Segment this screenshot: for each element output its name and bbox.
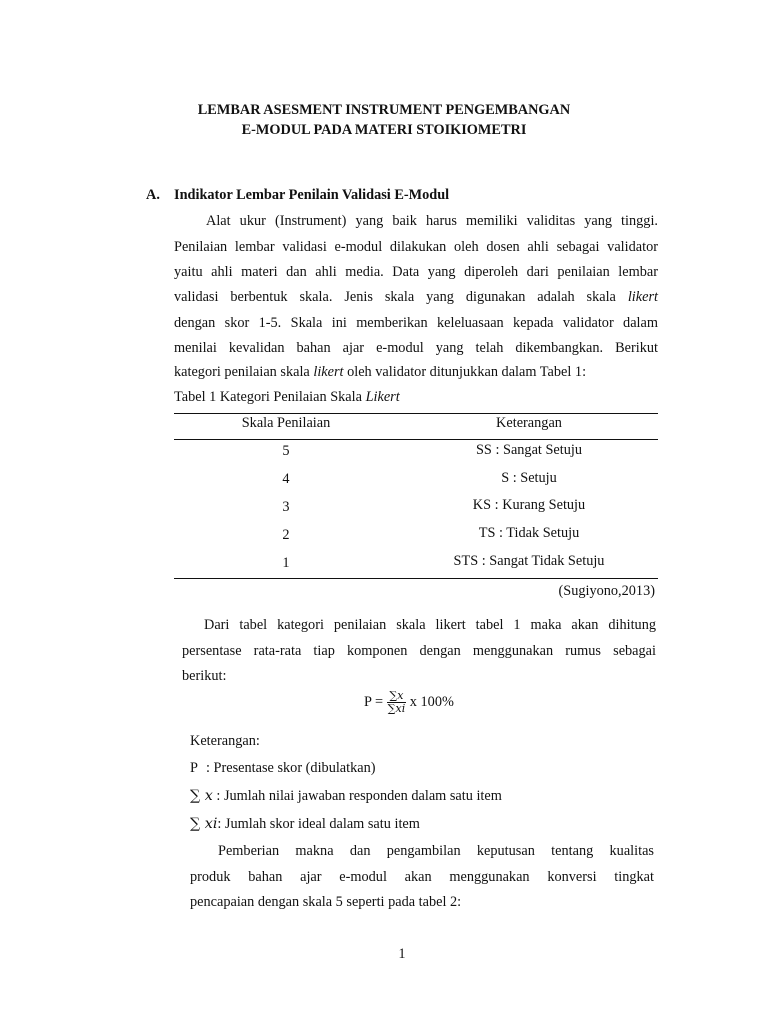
section-a-heading: [146, 187, 449, 204]
paragraph1-line1: Alat ukur (Instrument) yang baik harus memiliki validitas yang tinggi.: [206, 213, 658, 229]
paragraph2-line3: berikut:: [182, 668, 227, 684]
section-letter: A.: [146, 187, 160, 203]
formula-numerator: ∑x: [387, 690, 407, 703]
paragraph1-line5: dengan skor 1-5. Skala ini memberikan keleluasaan kepada validator dalam: [174, 315, 658, 331]
table1-cell-skala: 5: [282, 443, 290, 459]
table1-header-rule: [174, 439, 658, 440]
paragraph3-line2: produk bahan ajar e-modul akan menggunakan konversi tingkat: [190, 869, 654, 885]
table1-header-keterangan: Keterangan: [496, 415, 562, 431]
paragraph2-line1: Dari tabel kategori penilaian skala likert tabel 1 maka akan dihitung: [204, 617, 656, 633]
sum-x-definition: : Jumlah nilai jawaban responden dalam satu item: [216, 788, 502, 804]
paragraph1-line7: [174, 364, 586, 381]
table1-cell-skala: 2: [282, 527, 290, 543]
sum-x-symbol: ∑ 𝑥: [190, 788, 213, 804]
table1-cell-skala: 3: [282, 499, 290, 515]
formula-fraction: [387, 690, 407, 715]
sum-xi-symbol: ∑ 𝑥𝑖: [190, 816, 218, 832]
table1-cell-skala: 1: [282, 555, 290, 571]
paragraph2-line2: persentase rata-rata tiap komponen dengan menggunakan rumus sebagai: [182, 643, 656, 659]
keterangan-sum-xi: [190, 816, 420, 833]
formula-lhs: P =: [364, 693, 384, 710]
table1-bottom-rule: [174, 578, 658, 579]
keterangan-sum-x: [190, 788, 502, 805]
table1-top-rule: [174, 413, 658, 414]
section-title: Indikator Lembar Penilain Validasi E-Modul: [174, 187, 450, 203]
table1-cell-keterangan: STS : Sangat Tidak Setuju: [453, 553, 605, 569]
paragraph3-line3: pencapaian dengan skala 5 seperti pada tabel 2:: [190, 894, 462, 910]
paragraph1-line6: menilai kevalidan bahan ajar e-modul yang telah dikembangkan. Berikut: [174, 340, 658, 356]
table1-caption-italic: Likert: [365, 389, 400, 405]
table1-header-skala: Skala Penilaian: [241, 415, 331, 431]
formula-rhs: x 100%: [409, 693, 454, 710]
p-definition: : Presentase skor (dibulatkan): [206, 760, 376, 776]
table1-cell-keterangan: SS : Sangat Setuju: [475, 442, 583, 458]
likert-italic: likert: [313, 364, 344, 380]
percentage-formula: [364, 690, 454, 715]
table1-caption: [174, 389, 400, 406]
paragraph1-line2: Penilaian lembar validasi e-modul dilakukan oleh dosen ahli sebagai validator: [174, 239, 658, 255]
document-title-line1: LEMBAR ASESMENT INSTRUMENT PENGEMBANGAN: [197, 102, 571, 118]
p-symbol: P: [190, 760, 198, 776]
table1-cell-skala: 4: [282, 471, 290, 487]
table1-cell-keterangan: KS : Kurang Setuju: [472, 497, 586, 513]
table1-caption-text: Tabel 1 Kategori Penilaian Skala: [174, 389, 362, 405]
table1-cell-keterangan: S : Setuju: [501, 470, 557, 486]
sum-xi-definition: : Jumlah skor ideal dalam satu item: [217, 816, 420, 832]
paragraph1-line7-text-c: oleh validator ditunjukkan dalam Tabel 1:: [347, 364, 587, 380]
page-number: 1: [398, 946, 406, 962]
paragraph1-line7-text-a: kategori penilaian skala: [174, 364, 310, 380]
table1-cell-keterangan: TS : Tidak Setuju: [478, 525, 580, 541]
likert-italic: likert: [627, 289, 658, 305]
formula-denominator: ∑xi: [387, 702, 406, 715]
document-title-line2: E-MODUL PADA MATERI STOIKIOMETRI: [241, 122, 527, 138]
keterangan-p: [190, 760, 376, 777]
keterangan-heading: Keterangan:: [190, 733, 260, 749]
paragraph1-line4-text: validasi berbentuk skala. Jenis skala yang digunakan adalah skala: [174, 289, 616, 305]
paragraph1-line4: [174, 289, 658, 306]
paragraph3-line1: Pemberian makna dan pengambilan keputusan tentang kualitas: [218, 843, 654, 859]
table1-source: (Sugiyono,2013): [558, 583, 655, 599]
paragraph1-line3: yaitu ahli materi dan ahli media. Data yang diperoleh dari penilaian lembar: [174, 264, 658, 280]
